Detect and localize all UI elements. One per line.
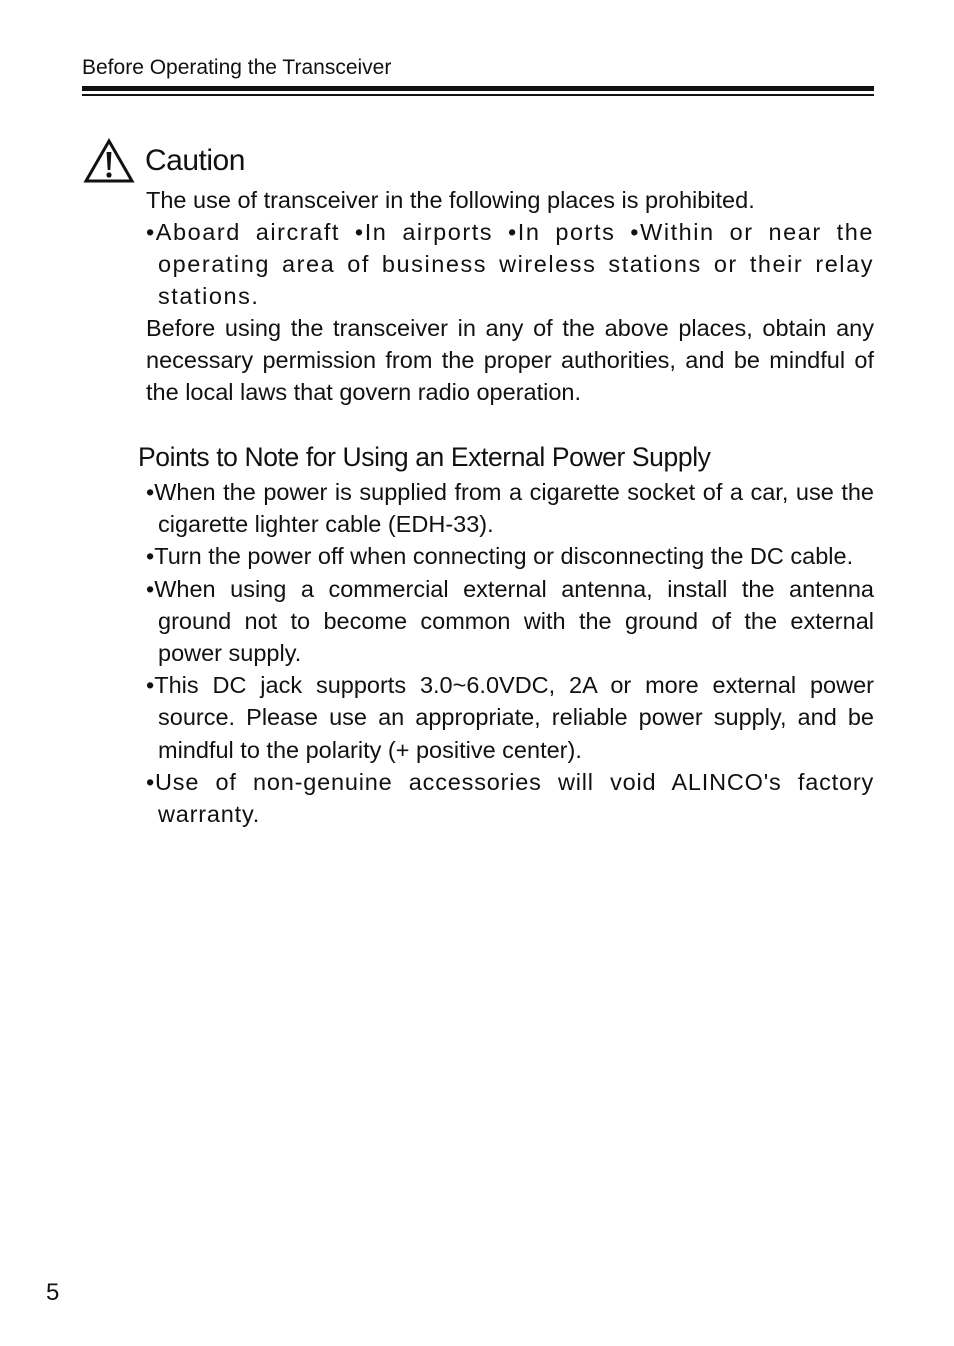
header-rule-thick bbox=[82, 86, 874, 91]
caution-title: Caution bbox=[145, 144, 245, 177]
list-item: •Use of non-genuine accessories will void ALINCO's factory warranty. bbox=[146, 768, 874, 828]
list-item: •This DC jack supports 3.0~6.0VDC, 2A or more external power source. Please use an appropriate, reliable power supply, and be mindful to the polarity (+ positive center). bbox=[146, 672, 874, 763]
list-item: •When the power is supplied from a cigarette socket of a car, use the cigarette lighter cable (EDH-33). bbox=[146, 479, 874, 538]
prohibited-places: •Aboard aircraft •In airports •In ports •Within or near the operating area of business wireless stations or their relay stations. bbox=[146, 219, 874, 310]
page-number: 5 bbox=[46, 1279, 60, 1306]
caution-intro: The use of transceiver in the following places is prohibited. bbox=[146, 187, 755, 213]
warning-triangle-icon bbox=[83, 138, 135, 184]
power-supply-heading: Points to Note for Using an External Power Supply bbox=[138, 442, 711, 472]
power-supply-points bbox=[146, 476, 874, 830]
list-item: •When using a commercial external antenna, install the antenna ground not to become common with the ground of the external power supply. bbox=[146, 575, 874, 667]
list-item: •Turn the power off when connecting or disconnecting the DC cable. bbox=[146, 543, 854, 570]
header-rule-thin bbox=[82, 94, 874, 96]
caution-advice: Before using the transceiver in any of the above places, obtain any necessary permission from the proper authorities, and be mindful of the local laws that govern radio operation. bbox=[146, 315, 874, 406]
running-header: Before Operating the Transceiver bbox=[82, 56, 392, 79]
